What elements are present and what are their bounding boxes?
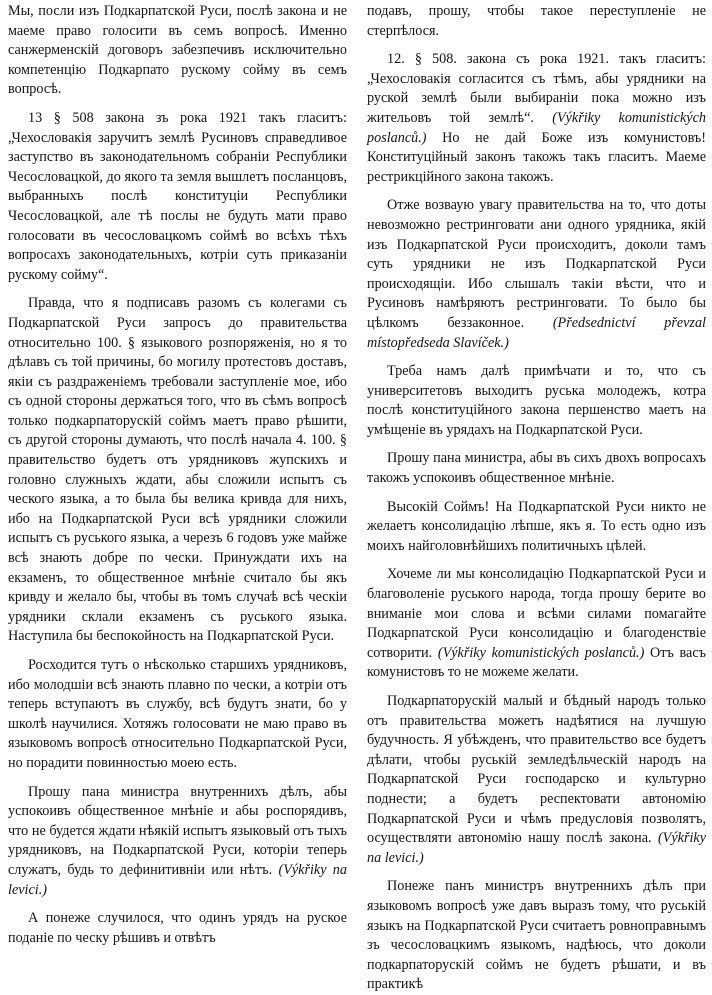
interjection-note: (Výkřiky komunistických poslanců.) — [437, 644, 645, 661]
paragraph — [367, 449, 706, 488]
paragraph-continuation — [8, 2, 347, 100]
text-columns — [8, 2, 706, 993]
paragraph-text: подавъ, прошу, чтобы такое переступленіе не стерпѣлося. — [367, 3, 706, 39]
paragraph-text: Треба намъ далѣ примѣчати и то, что съ университетовъ выходитъ руська молодежъ, котра послѣ конституційного закона першенство маетъ на умѣщеніе въ урядахъ на Подкарпатской Руси. — [367, 363, 706, 438]
paragraph-text: 12. § 508. закона съ рока 1921. такъ гласитъ: „Чехословакія согласится съ тѣмъ, абы урядники на руской землѣ были выбираніи пока можно изъ жительовъ той землѣ“. — [367, 51, 706, 126]
paragraph-continuation — [367, 2, 706, 41]
paragraph-text: Мы, посли изъ Подкарпатской Руси, послѣ закона и не маеме право голосити въ семъ вопросѣ. Именно санжерменскій договоръ забезпечивъ исключительно компетенцію Подкарпато рускому сойму въ семъ вопросѣ. — [8, 3, 347, 98]
paragraph — [367, 362, 706, 440]
paragraph — [8, 294, 347, 647]
paragraph — [367, 877, 706, 995]
paragraph — [8, 783, 347, 901]
paragraph-text: 13 § 508 закона зъ рока 1921 такъ гласитъ: „Чехословакія заручитъ землѣ Русиновъ справедливое заступство въ законодательномъ собраніи Республики Чесословацкой, до якого та земля вышлетъ посланцовъ, выбранныхъ послѣ конституціи Республики Чесословацкой, але тѣ послы не будуть мати право голосовати въ чесословацкомъ соймѣ во всѣхъ тѣхъ вопросахъ законодательныхъ, котріи суть приказаніи рускому сойму“. — [8, 109, 347, 283]
paragraph-text: Отже возваую увагу правительства на то, что доты невозможно рестринговати ани одного урядника, якій изъ Подкарпатской Руси происходитъ, доколи тамъ суть урядники не изъ Подкарпатской Руси происходящіи. Ибо слышалъ такіи вѣсти, что и Русиновъ намѣряютъ рестринговати. То было бы цѣлкомъ беззаконное. — [367, 197, 706, 331]
paragraph-text: Правда, что я подписавъ разомъ съ колегами съ Подкарпатской Руси запросъ до правительства относительно 100. § языкового розпоряженія, но я то дѣлавъ съ той причины, бо могилу протестовъ доставъ, якіи съ раздраженіемъ требовали заступленіе мое, ибо съ одной стороны держаться того, что въ сѣмъ вопросѣ только подкарпаторускій соймъ маетъ право рѣшити, съ другой стороны думають, что послѣ начала 4. 100. § правительство будетъ отъ урядниковъ жупскихъ и головно служныхъ ждати, абы сложили испытъ съ ческого языка, а то была бы велика кривда для нихъ, ибо на Подкарпатской Руси всѣ урядники сложили испытъ съ руського языка, а черезъ 6 годовъ уже майже всѣ знають добре по чески. Принуждати ихъ на екзаменъ, то общественное мнѣніе считало бы якъ кривду и желало бы, чтобы въ томъ случаѣ всѣ ческіи урядники склали екзаменъ съ руського языка. Наступила бы беспокойность на Подкарпатской Руси. — [8, 295, 347, 645]
paragraph-text: Прошу пана министра, абы въ сихъ двохъ вопросахъ такожъ успокоивъ общественное мнѣніе. — [367, 450, 706, 487]
paragraph — [367, 50, 706, 187]
paragraph — [8, 909, 347, 948]
paragraph-text: Росходится тутъ о нѣсколько старшихъ урядниковъ, ибо молодшіи всѣ знають плавно по чески, а котріи отъ теперь вступаютъ въ службу, всѣ будутъ знати, бо у школѣ научилися. Хотяжъ голосовати не маю право въ языковомъ вопросѣ относительно Подкарпатской Руси, но порадити повинностью моею есть. — [8, 657, 347, 771]
paragraph-text: Подкарпаторускій малый и бѣдный народъ только отъ правительства можетъ надѣятися на лучшую будучность. Я убѣжденъ, что правительство все будетъ дѣлати, чтобы руській земледѣльческій народъ на Подкарпатской Руси господарско и культурно поднести; а будетъ респектовати автономію Подкарпатской Руси и чѣмъ предусловія позволятъ, осуществляти автономію нашу послѣ закона. — [367, 693, 706, 847]
chair-note: (Předsednictví převzal místopředseda Slavíček.) — [367, 314, 706, 351]
paragraph-text: Прошу пана министра внутреннихъ дѣлъ, абы успокоивъ общественное мнѣніе и абы роспорядивъ, что не будется ждати нѣякій испытъ языковый отъ тыхъ урядниковъ, на Подкарпатской Руси, которіи теперь служатъ, будь то дефинитивніи или нѣтъ. — [8, 783, 347, 878]
paragraph — [367, 498, 706, 557]
paragraph-text: А понеже случилося, что одинъ урядъ на руское поданіе по ческу рѣшивъ и отвѣтъ — [8, 910, 347, 946]
interjection-note: (Výkřiky na levici.) — [367, 830, 706, 866]
paragraph-text: Хочеме ли мы консолидацію Подкарпатской Руси и благоволеніе руського народа, тогда прошу берите во вниманіе мои слова и всѣми силами помагайте Подкарпатской Руси консолидацію и благоденствіе сотворити. — [367, 566, 706, 661]
paragraph-text: Высокій Соймъ! На Подкарпатской Руси никто не желаетъ консолидацію лѣпше, якъ я. То есть одно изъ моихъ найголовнѣйшихъ политичныхъ цѣлей. — [367, 498, 706, 554]
interjection-note: (Výkřiky na levici.) — [8, 861, 347, 898]
interjection-note: (Výkřiky komunistických poslanců.) — [367, 109, 706, 146]
paragraph — [367, 692, 706, 868]
left-column — [8, 2, 347, 946]
paragraph — [8, 109, 347, 285]
right-column — [367, 2, 706, 993]
paragraph — [367, 565, 706, 683]
paragraph-text: Но не дай Боже изъ комунистовъ! Конституційный законъ такожъ такъ гласитъ. Маеме рестрикційного закона такожъ. — [367, 129, 706, 185]
paragraph-text: Понеже панъ министръ внутреннихъ дѣлъ при языковомъ вопросѣ уже давъ выразъ тому, что руській языкъ на Подкарпатской Руси считаетъ ровноправнымъ зъ чесословацкимъ языкомъ, надѣюсь, что доколи подкарпаторускій соймъ не будетъ рѣшати, и въ практикѣ — [367, 878, 706, 993]
paragraph-text: Отъ васъ комунистовъ то не можеме желати. — [367, 644, 706, 681]
paragraph — [8, 656, 347, 774]
paragraph — [367, 196, 706, 353]
